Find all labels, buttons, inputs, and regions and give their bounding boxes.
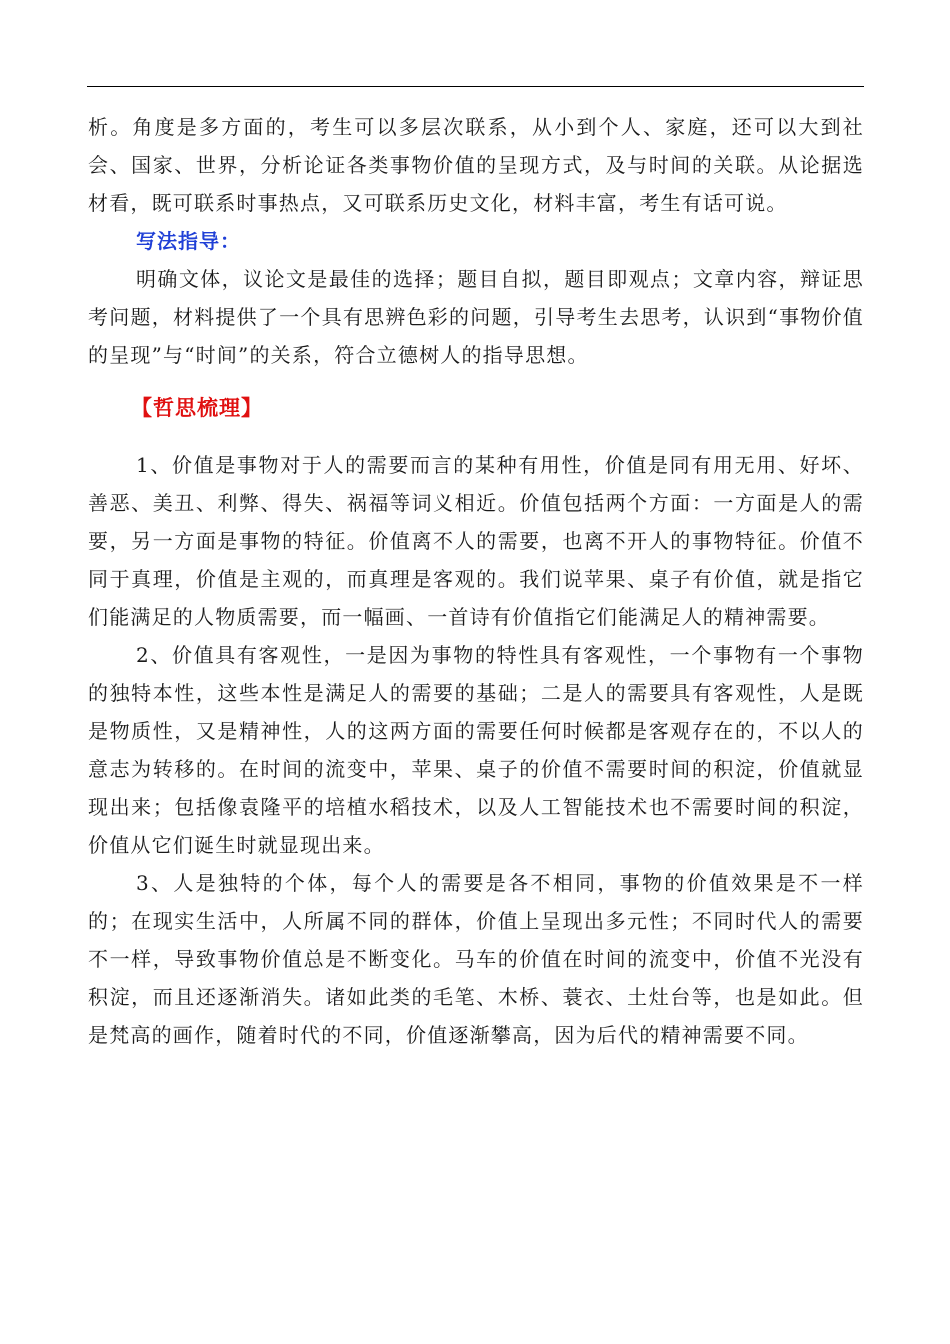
intro-paragraph: 析。角度是多方面的，考生可以多层次联系，从小到个人、家庭，还可以大到社会、国家、世界，分析论证各类事物价值的呈现方式，及与时间的关联。从论据选材看，既可联系时事热点，又可联系历史文化，材料丰富，考生有话可说。 (88, 115, 864, 215)
reflection-point-1: 1、价值是事物对于人的需要而言的某种有用性，价值是同有用无用、好坏、善恶、美丑、利弊、得失、祸福等词义相近。价值包括两个方面：一方面是人的需要，另一方面是事物的特征。价值离不人的需要，也离不开人的事物特征。价值不同于真理，价值是主观的，而真理是客观的。我们说苹果、桌子有价值，就是指它们能满足的人物质需要，而一幅画、一首诗有价值指它们能满足人的精神需要。 (88, 453, 864, 629)
reflection-heading: 【哲思梳理】 (131, 395, 263, 420)
document-body (88, 108, 864, 1054)
header-rule (87, 86, 864, 87)
writing-guide-paragraph: 明确文体，议论文是最佳的选择；题目自拟，题目即观点；文章内容，辩证思考问题，材料提供了一个具有思辨色彩的问题，引导考生去思考，认识到“事物价值的呈现”与“时间”的关系，符合立德树人的指导思想。 (88, 267, 864, 367)
writing-guide-heading: 写法指导： (136, 229, 241, 253)
reflection-point-3: 3、人是独特的个体，每个人的需要是各不相同，事物的价值效果是不一样的；在现实生活中，人所属不同的群体，价值上呈现出多元性；不同时代人的需要不一样，导致事物价值总是不断变化。马车的价值在时间的流变中，价值不光没有积淀，而且还逐渐消失。诸如此类的毛笔、木桥、蓑衣、土灶台等，也是如此。但是梵高的画作，随着时代的不同，价值逐渐攀高，因为后代的精神需要不同。 (88, 871, 864, 1047)
reflection-point-2: 2、价值具有客观性，一是因为事物的特性具有客观性，一个事物有一个事物的独特本性，这些本性是满足人的需要的基础；二是人的需要具有客观性，人是既是物质性，又是精神性，人的这两方面的需要任何时候都是客观存在的，不以人的意志为转移的。在时间的流变中，苹果、桌子的价值不需要时间的积淀，价值就显现出来；包括像袁隆平的培植水稻技术，以及人工智能技术也不需要时间的积淀，价值从它们诞生时就显现出来。 (88, 643, 864, 857)
